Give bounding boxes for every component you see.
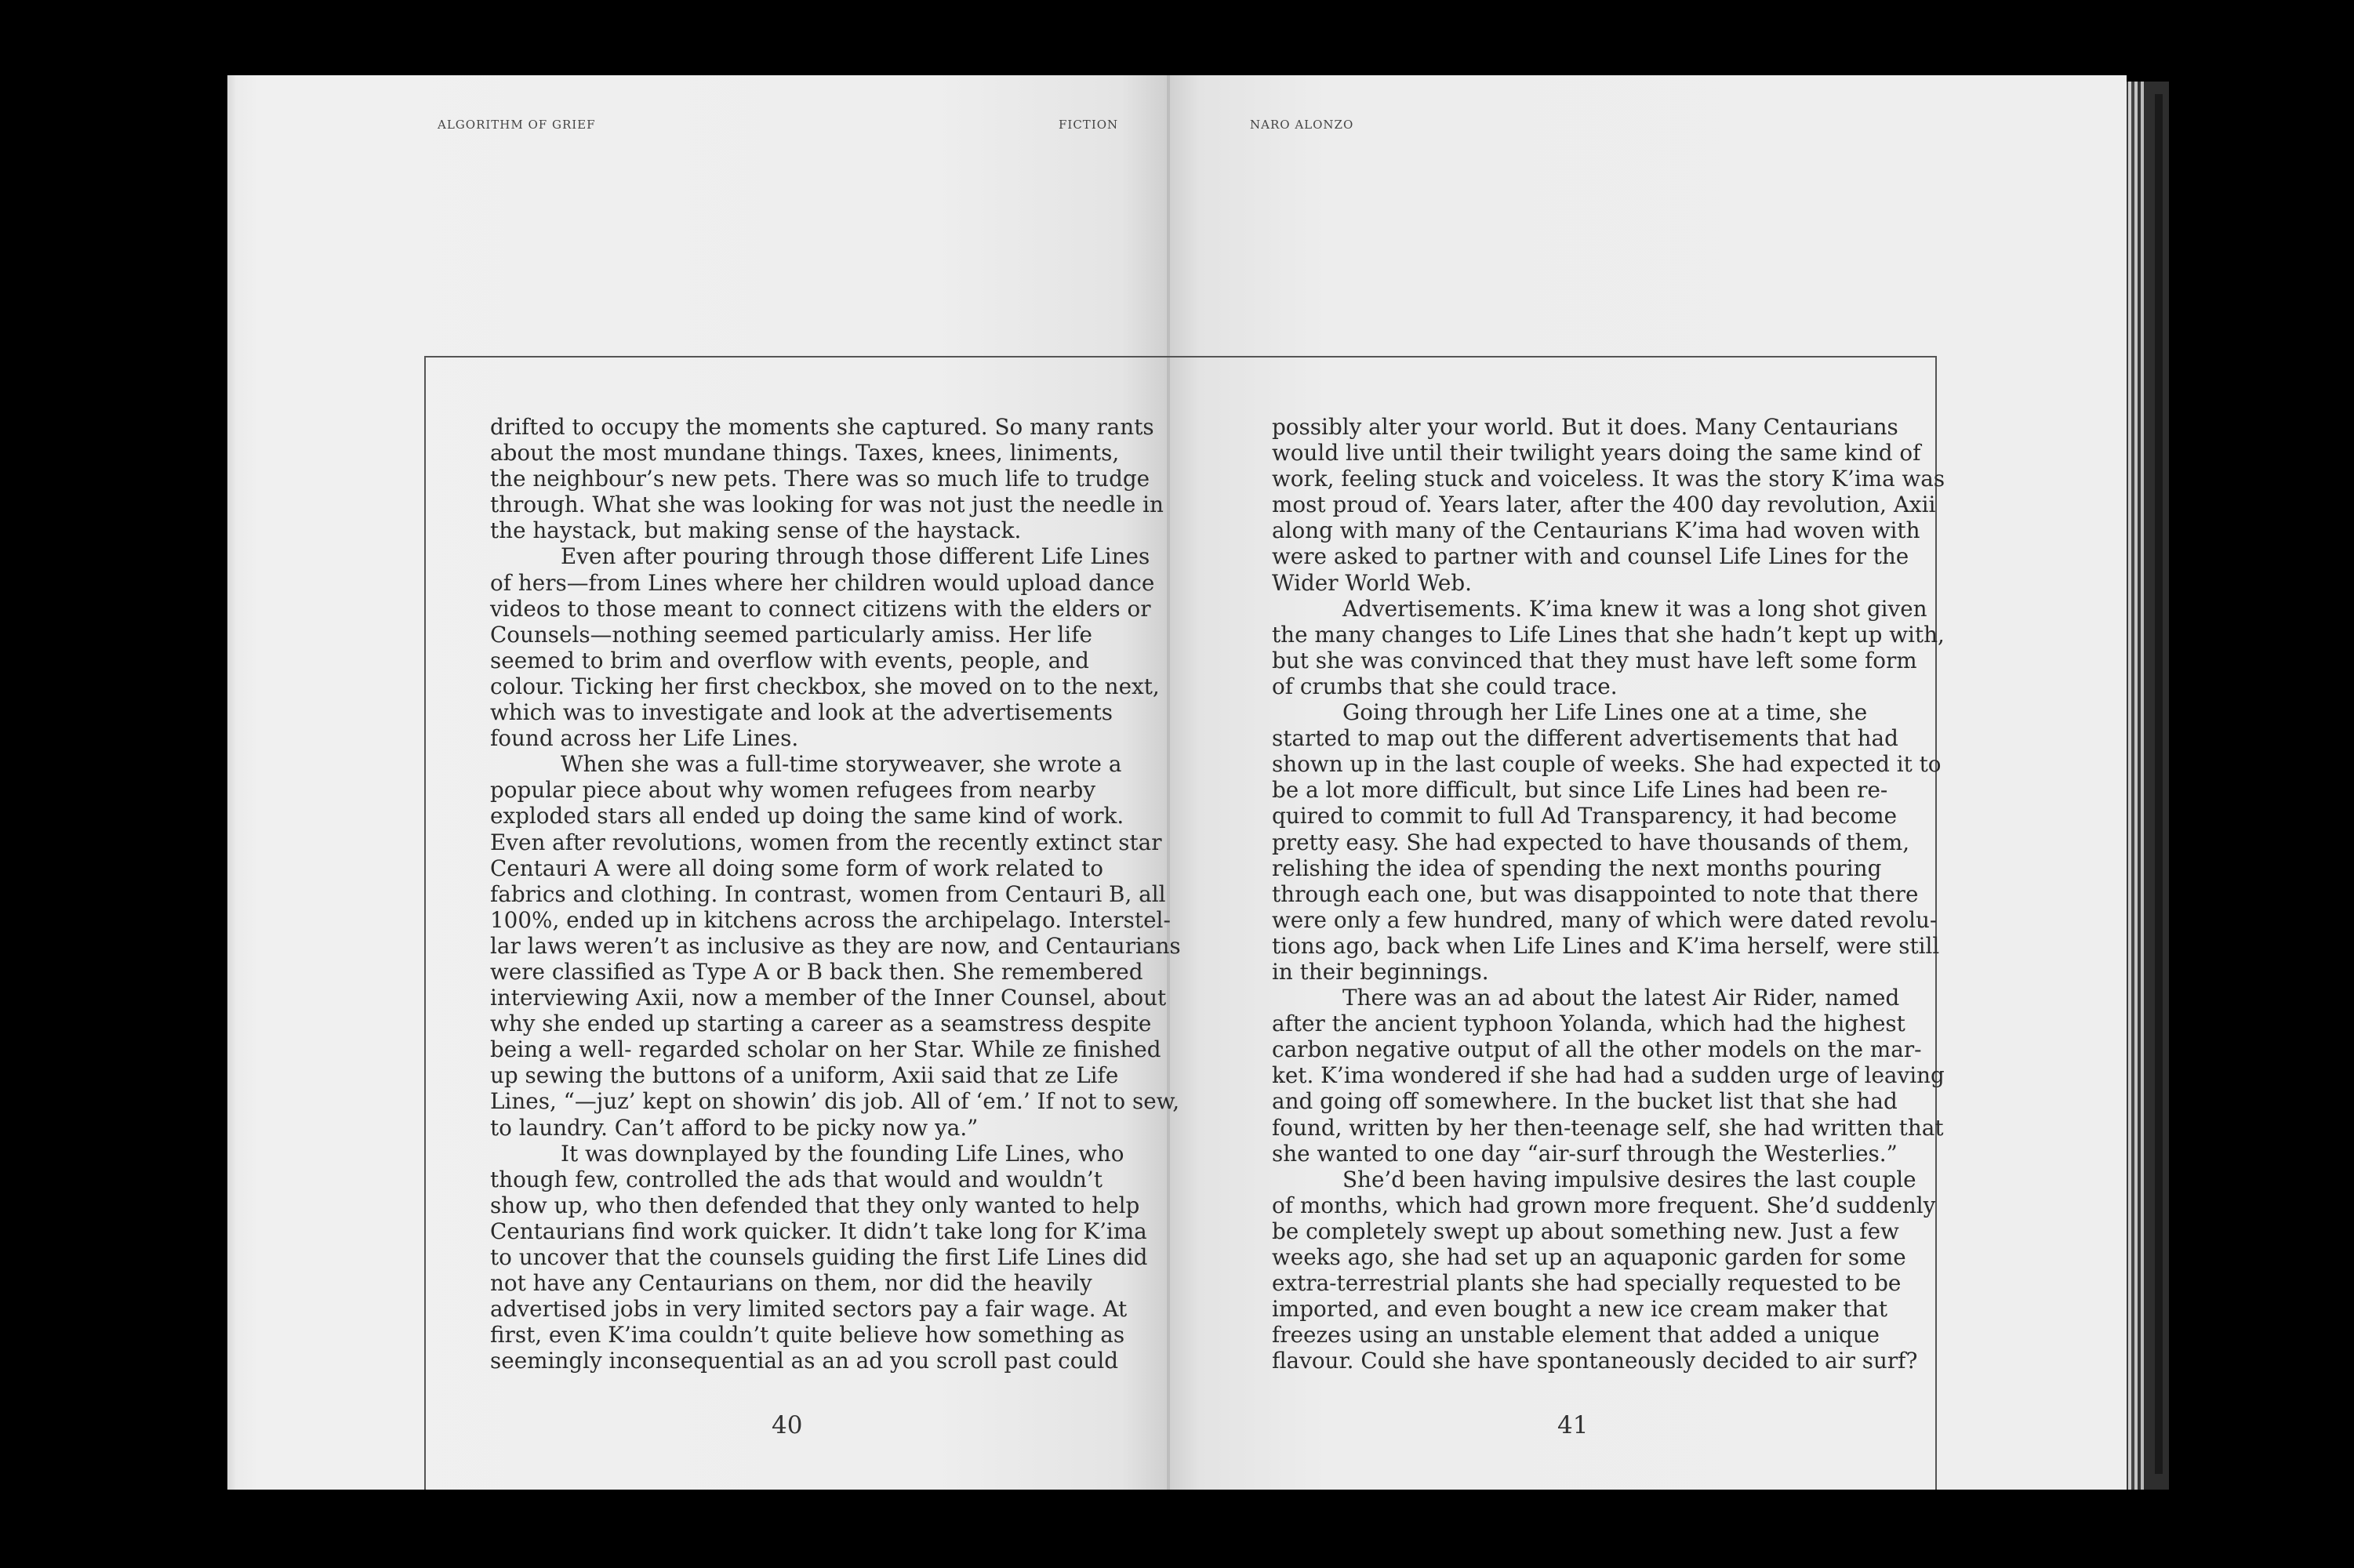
text-line: the neighbour’s new pets. There was so much life to trudge [490, 466, 1150, 492]
text-line: flavour. Could she have spontaneously decided to air surf? [1272, 1348, 1918, 1374]
text-line: after the ancient typhoon Yolanda, which had the highest [1272, 1011, 1905, 1037]
text-line: seemingly inconsequential as an ad you scroll past could [490, 1348, 1119, 1374]
text-line: Wider World Web. [1272, 569, 1472, 596]
text-line: She’d been having impulsive desires the last couple [1342, 1166, 1916, 1192]
text-line: along with many of the Centaurians K’ima had woven with [1272, 517, 1920, 544]
text-line: Centauri A were all doing some form of work related to [490, 855, 1104, 881]
text-line: being a well- regarded scholar on her Star. While ze finished [490, 1036, 1161, 1063]
text-line: started to map out the different advertisements that had [1272, 725, 1898, 752]
text-line: found across her Life Lines. [490, 725, 799, 752]
page-number-right: 41 [1557, 1411, 1589, 1439]
text-line: show up, who then defended that they only wanted to help [490, 1192, 1140, 1218]
text-line: were classified as Type A or B back then. She remembered [490, 958, 1143, 985]
text-line: When she was a full-time storyweaver, she wrote a [561, 751, 1122, 778]
text-line: but she was convinced that they must have left some form [1272, 647, 1917, 673]
text-line: Advertisements. K’ima knew it was a long shot given [1342, 595, 1927, 622]
text-line: videos to those meant to connect citizens with the elders or [490, 595, 1151, 622]
left-body-text [490, 414, 1181, 1374]
text-line: up sewing the buttons of a uniform, Axii said that ze Life [490, 1062, 1119, 1089]
text-line: quired to commit to full Ad Transparency, it had become [1272, 803, 1898, 829]
text-line: were asked to partner with and counsel Life Lines for the [1272, 543, 1909, 570]
page-stack-shadow [2155, 94, 2163, 1474]
text-line: seemed to brim and overflow with events, people, and [490, 647, 1089, 673]
text-line: freezes using an unstable element that added a unique [1272, 1322, 1880, 1348]
text-line: be a lot more difficult, but since Life Lines had been re- [1272, 777, 1888, 804]
text-line: found, written by her then-teenage self, she had written that [1272, 1114, 1944, 1141]
text-line: through each one, but was disappointed to note that there [1272, 880, 1919, 907]
text-line: work, feeling stuck and voiceless. It was the story K’ima was [1272, 466, 1945, 492]
text-line: There was an ad about the latest Air Rider, named [1342, 985, 1900, 1011]
text-line: were only a few hundred, many of which were dated revolu- [1272, 906, 1938, 933]
text-line: exploded stars all ended up doing the same kind of work. [490, 803, 1124, 829]
text-line: Counsels—nothing seemed particularly amiss. Her life [490, 621, 1092, 648]
text-line: to uncover that the counsels guiding the first Life Lines did [490, 1244, 1148, 1270]
running-head-title: ALGORITHM OF GRIEF [438, 118, 596, 132]
text-line: drifted to occupy the moments she captured. So many rants [490, 414, 1154, 440]
text-line: possibly alter your world. But it does. Many Centaurians [1272, 414, 1898, 440]
text-line: extra-terrestrial plants she had specially requested to be [1272, 1270, 1902, 1297]
text-line: Lines, “—juz’ kept on showin’ dis job. All of ‘em.’ If not to sew, [490, 1088, 1180, 1115]
page-number-left: 40 [772, 1411, 803, 1439]
running-head-author: NARO ALONZO [1250, 118, 1354, 132]
text-line: 100%, ended up in kitchens across the archipelago. Interstel- [490, 906, 1171, 933]
text-line: Centaurians find work quicker. It didn’t take long for K’ima [490, 1218, 1147, 1244]
text-line: popular piece about why women refugees from nearby [490, 777, 1096, 804]
text-line: which was to investigate and look at the advertisements [490, 699, 1113, 726]
text-line: weeks ago, she had set up an aquaponic garden for some [1272, 1244, 1906, 1270]
text-line: not have any Centaurians on them, nor did the heavily [490, 1270, 1092, 1297]
text-line: Even after revolutions, women from the recently extinct star [490, 829, 1162, 855]
text-line: the many changes to Life Lines that she hadn’t kept up with, [1272, 621, 1945, 648]
text-line: be completely swept up about something new. Just a few [1272, 1218, 1899, 1244]
text-line: Even after pouring through those different Life Lines [561, 543, 1150, 570]
right-body-text [1272, 414, 1945, 1374]
text-line: and going off somewhere. In the bucket list that she had [1272, 1088, 1898, 1115]
text-line: relishing the idea of spending the next months pouring [1272, 855, 1882, 881]
text-line: would live until their twilight years doing the same kind of [1272, 440, 1921, 466]
text-line: colour. Ticking her first checkbox, she moved on to the next, [490, 673, 1160, 699]
text-line: first, even K’ima couldn’t quite believe how something as [490, 1322, 1125, 1348]
text-line: of months, which had grown more frequent. She’d suddenly [1272, 1192, 1936, 1218]
running-head-section: FICTION [1059, 118, 1119, 132]
text-line: in their beginnings. [1272, 958, 1489, 985]
text-line: advertised jobs in very limited sectors pay a fair wage. At [490, 1296, 1128, 1323]
text-line: about the most mundane things. Taxes, knees, liniments, [490, 440, 1120, 466]
text-line: lar laws weren’t as inclusive as they are now, and Centaurians [490, 932, 1181, 959]
text-line: shown up in the last couple of weeks. She had expected it to [1272, 751, 1942, 778]
text-line: of hers—from Lines where her children would upload dance [490, 569, 1155, 596]
text-line: she wanted to one day “air-surf through the Westerlies.” [1272, 1140, 1898, 1167]
text-line: of crumbs that she could trace. [1272, 673, 1618, 699]
text-line: most proud of. Years later, after the 400 day revolution, Axii [1272, 492, 1936, 518]
text-line: imported, and even bought a new ice cream maker that [1272, 1296, 1888, 1323]
left-page-edge [227, 75, 237, 1490]
text-line: fabrics and clothing. In contrast, women from Centauri B, all [490, 880, 1166, 907]
text-line: the haystack, but making sense of the haystack. [490, 517, 1022, 544]
text-line: ket. K’ima wondered if she had had a sudden urge of leaving [1272, 1062, 1945, 1089]
text-line: through. What she was looking for was not just the needle in [490, 492, 1164, 518]
text-line: why she ended up starting a career as a seamstress despite [490, 1011, 1152, 1037]
text-line: It was downplayed by the founding Life Lines, who [561, 1140, 1124, 1167]
text-line: to laundry. Can’t afford to be picky now ya.” [490, 1114, 979, 1141]
text-line: interviewing Axii, now a member of the Inner Counsel, about [490, 985, 1167, 1011]
text-line: pretty easy. She had expected to have thousands of them, [1272, 829, 1910, 855]
text-line: tions ago, back when Life Lines and K’ima herself, were still [1272, 932, 1940, 959]
text-line: though few, controlled the ads that would and wouldn’t [490, 1166, 1103, 1192]
text-line: Going through her Life Lines one at a time, she [1342, 699, 1868, 726]
text-line: carbon negative output of all the other models on the mar- [1272, 1036, 1922, 1063]
